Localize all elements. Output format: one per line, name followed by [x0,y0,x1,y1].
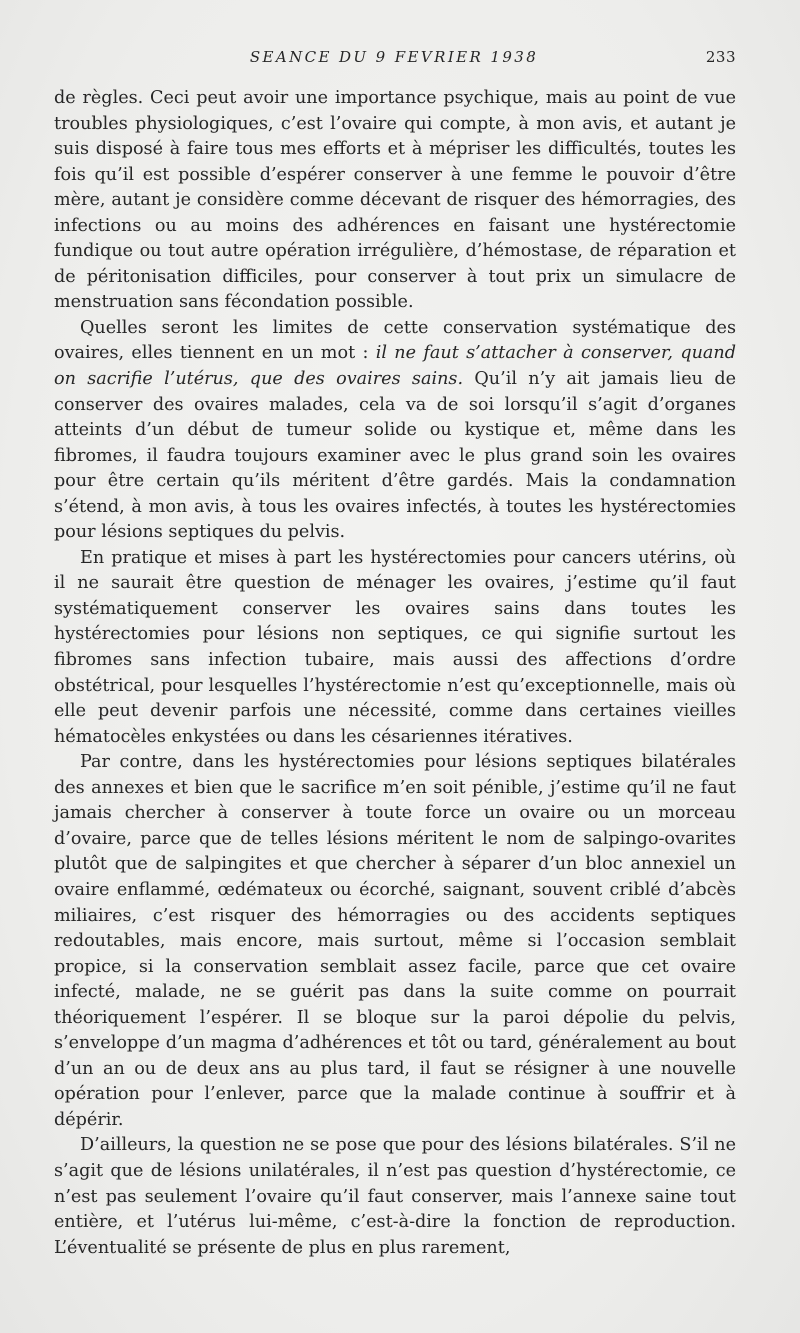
paragraph-5-text: D’ailleurs, la question ne se pose que pour des lésions bilatérales. S’il ne s’agit que de lésions unilatérales, il n’est pas question d’hystérectomie, ce n’est pas seulement l’ovaire qu’il faut conserver, mais l’annexe saine tout entière, et l’utérus lui-même, c’est-à-dire la fonction de reproduction. L’éventualité se présente de plus en plus rarement, [54,1135,736,1258]
running-title: SEANCE DU 9 FEVRIER 1938 [249,48,539,66]
paragraph-1 [54,86,736,316]
paragraph-3-text: En pratique et mises à part les hystérectomies pour cancers utérins, où il ne saurait être question de ménager les ovaires, j’estime qu’il faut systématiquement conserver les ovaires sains dans toutes les hystérectomies pour lésions non septiques, ce qui signifie surtout les fibromes sans infection tubaire, mais aussi des affections d’ordre obstétrical, pour lesquelles l’hystérectomie n’est qu’exceptionnelle, mais où elle peut devenir parfois une nécessité, comme dans certaines vieilles hématocèles enkystées ou dans les césariennes itératives. [54,547,736,747]
paragraph-4 [54,750,736,1133]
running-head [52,48,736,70]
body-text [54,86,736,1261]
page-number: 233 [705,48,736,66]
paragraph-5 [54,1133,736,1261]
paragraph-2 [54,316,736,546]
paragraph-2-italic-emphasis: il ne faut s’attacher à conserver, quand on sacrifie l’utérus, que des ovaires sains. [54,343,737,390]
paragraph-1-text: de règles. Ceci peut avoir une importance psychique, mais au point de vue troubles physiologiques, c’est l’ovaire qui compte, à mon avis, et autant je suis disposé à faire tous mes efforts et à mépriser les difficultés, toutes les fois qu’il est possible d’espérer conserver à une femme le pouvoir d’être mère, autant je considère comme décevant de risquer des hémorragies, des infections ou au moins des adhérences en faisant une hystérectomie fundique ou tout autre opération irrégulière, d’hémostase, de réparation et de péritonisation difficiles, pour conserver à tout prix un simulacre de menstruation sans fécondation possible. [54,88,736,313]
paragraph-4-text: Par contre, dans les hystérectomies pour lésions septiques bilatérales des annexes et bien que le sacrifice m’en soit pénible, j’estime qu’il ne faut jamais chercher à conserver à toute force un ovaire ou un morceau d’ovaire, parce que de telles lésions méritent le nom de salpingo-ovarites plutôt que de salpingites et que chercher à séparer d’un bloc annexiel un ovaire enflammé, œdémateux ou écorché, saignant, souvent criblé d’abcès miliaires, c’est risquer des hémorragies ou des accidents septiques redoutables, mais encore, mais surtout, même si l’occasion semblait propice, si la conservation semblait assez facile, parce que cet ovaire infecté, malade, ne se guérit pas dans la suite comme on pourrait théoriquement l’espérer. Il se bloque sur la paroi dépolie du pelvis, s’enveloppe d’un magma d’adhérences et tôt ou tard, généralement au bout d’un an ou de deux ans au plus tard, il faut se résigner à une nouvelle opération pour l’enlever, parce que la malade continue à souffrir et à dépérir. [54,752,736,1130]
paragraph-2-text-start: Quelles seront les limites de cette conservation systématique des ovaires, elles tiennent en un mot : [54,317,736,364]
paragraph-2-text-end: Qu’il n’y ait jamais lieu de conserver des ovaires malades, cela va de soi lorsqu’il s’agit d’organes atteints d’un début de tumeur solide ou kystique et, même dans les fibromes, il faudra toujours examiner avec le plus grand soin les ovaires pour être certain qu’ils méritent d’être gardés. Mais la condamnation s’étend, à mon avis, à tous les ovaires infectés, à toutes les hystérectomies pour lésions septiques du pelvis. [54,369,736,543]
paragraph-3 [54,546,736,750]
